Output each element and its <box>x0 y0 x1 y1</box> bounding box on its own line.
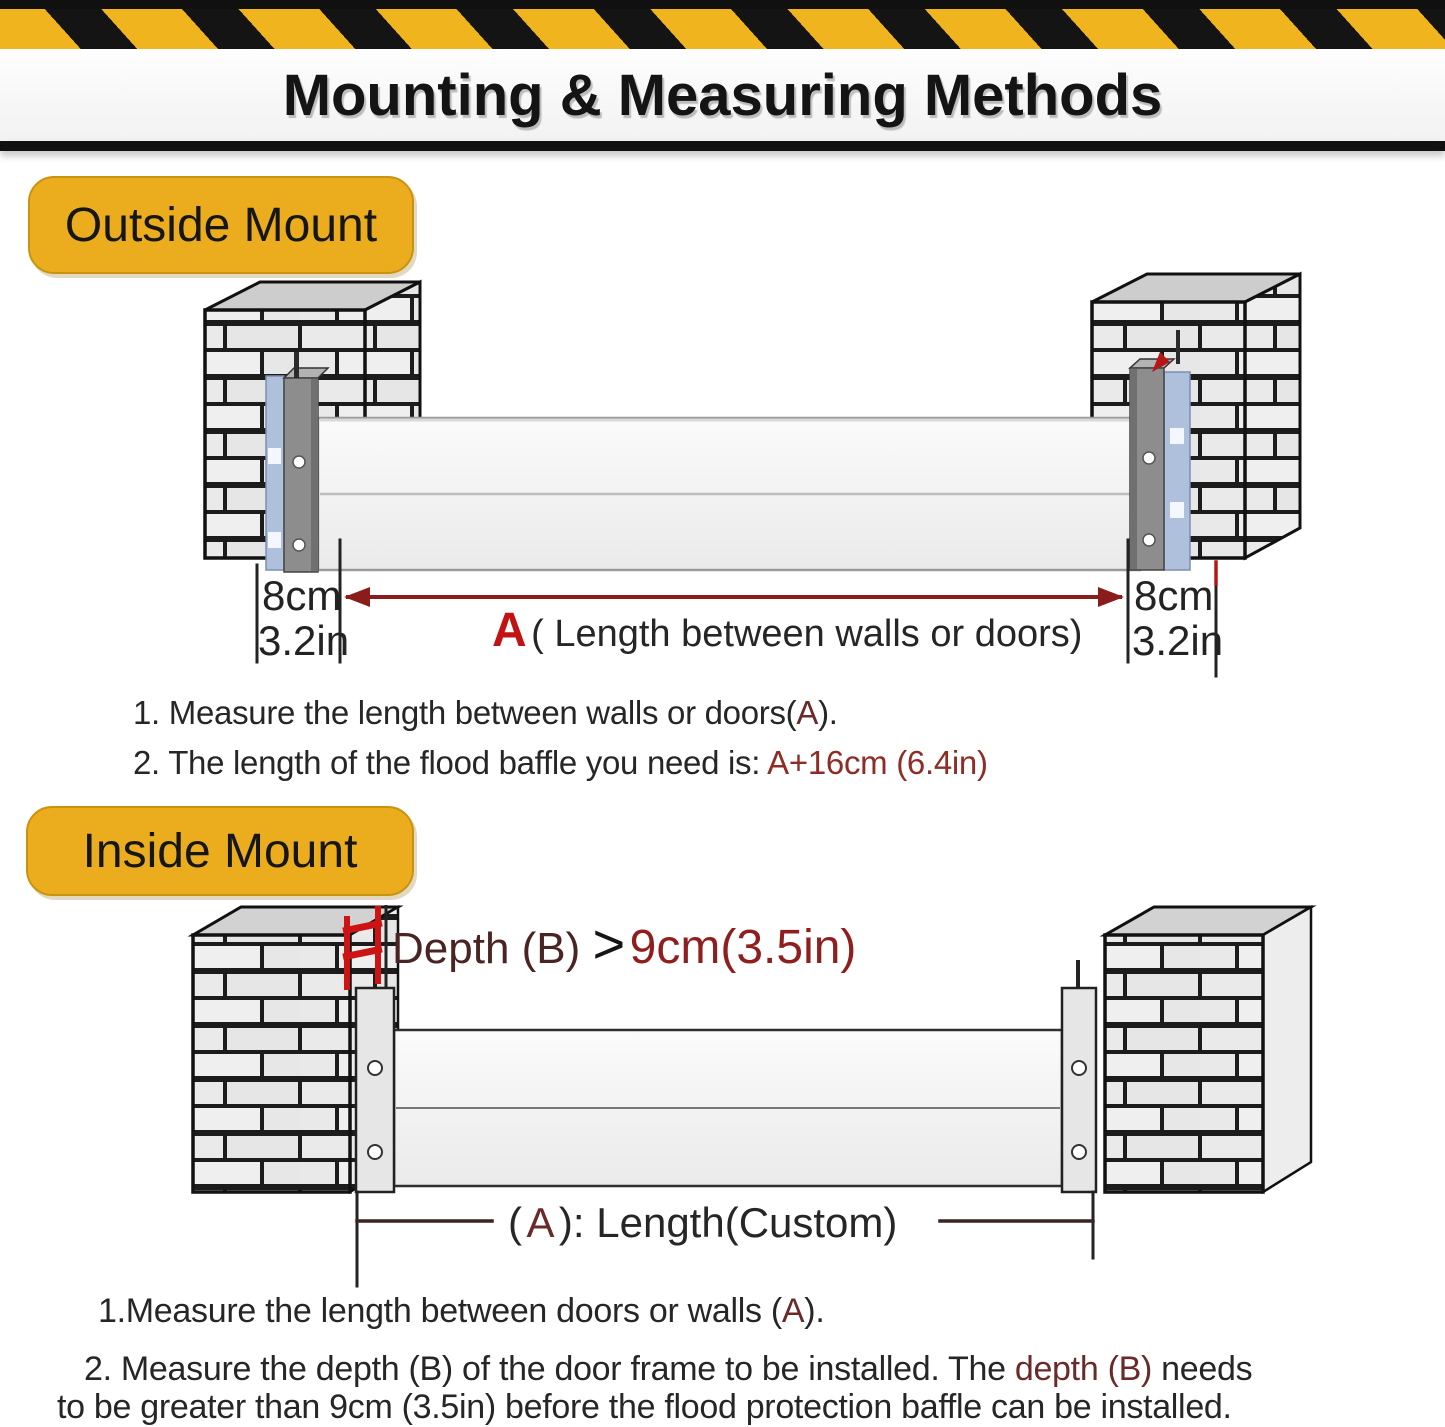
length-label-post: ): Length(Custom) <box>558 1199 898 1246</box>
inside-length-label <box>508 1199 897 1246</box>
outside-dim-right-cm: 8cm <box>1134 572 1214 619</box>
header-bottom-bar <box>0 141 1445 151</box>
outside-span-label <box>492 604 1082 657</box>
step-tail: ). <box>804 1292 825 1330</box>
inside-step-2 <box>84 1350 1252 1389</box>
inside-right-channel <box>1062 960 1096 1192</box>
outside-dim-left-cm: 8cm <box>262 572 342 619</box>
anchor-screw <box>1176 330 1180 364</box>
caution-stripe-banner <box>0 9 1445 49</box>
span-label-a: A <box>492 604 527 657</box>
header-title-band <box>0 49 1445 141</box>
length-label-a: A <box>526 1199 555 1246</box>
inside-flood-barrier <box>394 1030 1062 1186</box>
inside-right-brick-pillar <box>1105 907 1311 1192</box>
step-number: 1. <box>133 694 160 731</box>
step-highlight: A <box>781 1292 805 1330</box>
outside-mount-badge-label: Outside Mount <box>64 198 378 252</box>
depth-label <box>392 912 856 975</box>
page-title: Mounting & Measuring Methods <box>282 62 1163 128</box>
inside-mount-badge <box>26 806 414 896</box>
step-text: Measure the length between doors or walls ( <box>125 1292 782 1330</box>
step-number: 1. <box>98 1292 126 1330</box>
header-top-bar <box>0 0 1445 9</box>
outside-mount-badge <box>28 176 414 274</box>
step-text: The length of the flood baffle you need is: <box>159 744 768 781</box>
inside-mount-diagram <box>0 890 1445 1290</box>
inside-mount-badge-label: Inside Mount <box>82 824 358 878</box>
step-text: Measure the depth (B) of the door frame to be installed. The <box>111 1350 1015 1388</box>
step-text: Measure the length between walls or doors( <box>159 694 797 731</box>
length-label-pre: ( <box>508 1199 522 1246</box>
outside-step-2 <box>133 744 988 782</box>
outside-flood-barrier <box>318 418 1140 570</box>
anchor-screw <box>294 352 299 378</box>
span-label-rest: ( Length between walls or doors) <box>531 613 1083 655</box>
step-tail: needs <box>1152 1350 1253 1388</box>
step-number: 2. <box>84 1350 112 1388</box>
outside-left-channel <box>266 352 328 572</box>
step-text: to be greater than 9cm (3.5in) before the flood protection baffle can be installed. <box>57 1388 1232 1426</box>
step-number: 2. <box>133 744 160 781</box>
outside-dim-left-inch: 3.2in <box>258 617 350 664</box>
outside-step-1 <box>133 694 838 732</box>
outside-dim-right-inch: 3.2in <box>1132 617 1224 664</box>
step-highlight: depth (B) <box>1014 1350 1152 1388</box>
inside-step-2-continued <box>57 1388 1232 1427</box>
outside-mount-diagram <box>0 270 1445 690</box>
anchor-screw <box>1076 960 1080 988</box>
inside-step-1 <box>98 1292 824 1331</box>
step-tail: ). <box>818 694 838 731</box>
step-highlight: A+16cm (6.4in) <box>767 744 988 781</box>
inside-left-channel <box>356 988 394 1192</box>
step-highlight: A <box>796 694 819 731</box>
depth-value: 9cm(3.5in) <box>629 921 857 974</box>
depth-label-text: Depth (B) <box>392 924 593 973</box>
greater-than-sign: > <box>592 912 626 975</box>
